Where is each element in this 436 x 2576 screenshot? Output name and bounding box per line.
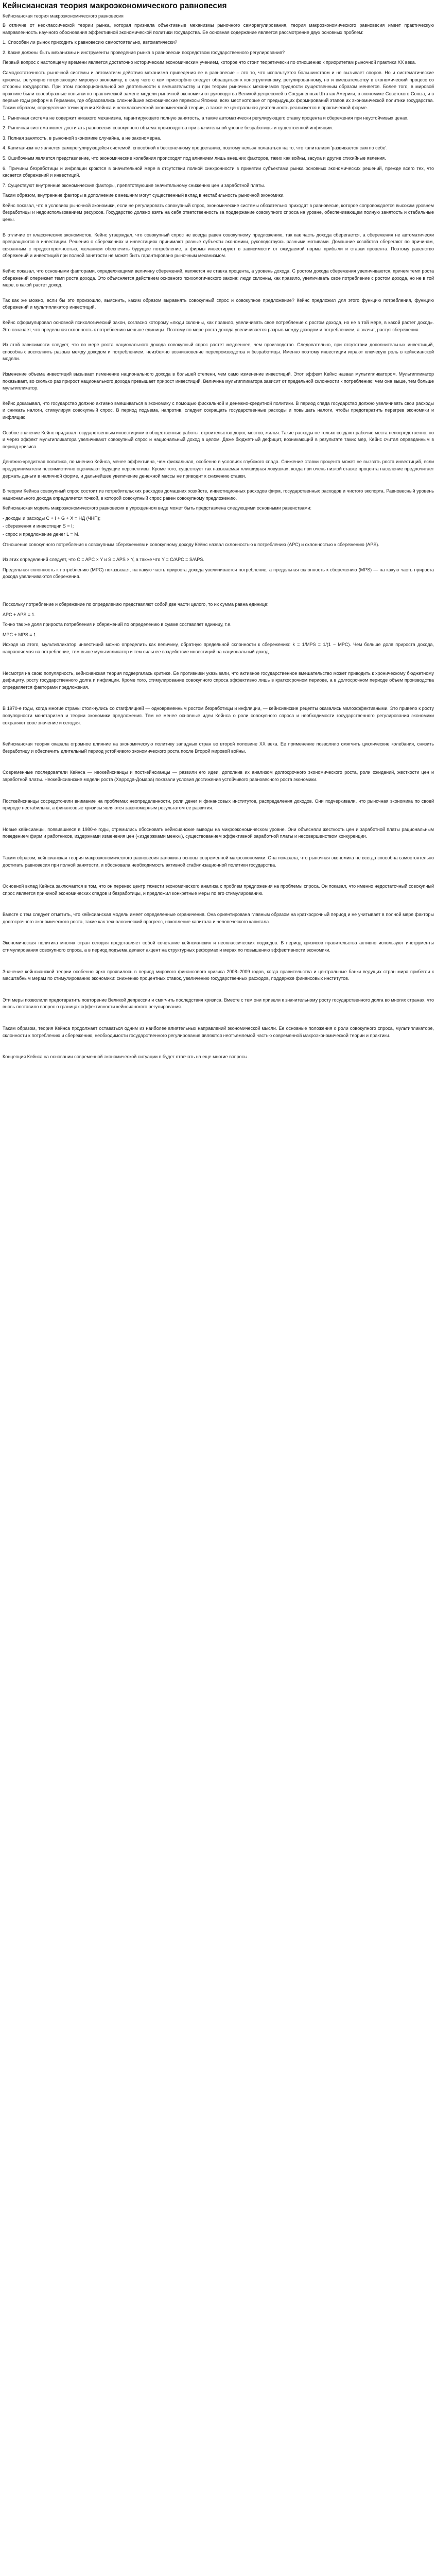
equation-line: APC + APS = 1. [3, 612, 36, 617]
paragraph: Основной вклад Кейнса заключается в том, что он перенес центр тяжести экономического анализа с проблем предложения на проблемы спроса. Он показал, что именно недостаточный совокупный спрос является причиной экономических спадов и безработицы, и предложил конкретные меры по его стимулированию. [3, 884, 434, 896]
paragraph: Изменение объема инвестиций вызывает изменение национального дохода в большей степени, чем само изменение инвестиций. Этот эффект Кейнс назвал мультипликатором. Мультипликатор показывает, во сколько раз прирост национального дохода превышает прирост инвестиций. Величина мультипликатора зависит от предельной склонности к потреблению: чем она выше, тем больше мультипликатор. [3, 371, 434, 391]
paragraph: Вместе с тем следует отметить, что кейнсианская модель имеет определенные ограничения. Она ориентирована главным образом на краткосрочный период и не учитывает в полной мере факторы долгосрочного экономического роста, такие как технологический прогресс, накопление капитала и человеческого капитала. [3, 912, 434, 924]
paragraph: 6. Причины безработицы и инфляции кроются в значительной мере в отсутствии полной синхронности в принятии субъектами рынка основных экономических решений, прежде всего тех, что касается сбережений и инвестиций. [3, 165, 434, 178]
paragraph: В отличие от классических экономистов, Кейнс утверждал, что совокупный спрос не всегда равен совокупному предложению, так как часть дохода сберегается, а сбережения не автоматически превращаются в инвестиции. Решения о сбережениях и инвестициях принимают разные субъекты экономики, руководствуясь разными мотивами. Домашние хозяйства сберегают по причинам, связанным с предосторожностью, желанием обеспечить будущее потребление, а фирмы инвестируют в зависимости от ожидаемой нормы прибыли и ставки процента. Поэтому равенство сбережений и инвестиций при полной занятости не может быть гарантировано рыночным механизмом. [3, 232, 434, 259]
paragraph: Исходя из этого, мультипликатор инвестиций можно определить как величину, обратную предельной склонности к сбережению: k = 1/MPS = 1/(1 − MPC). Чем больше доля прироста дохода, направляемая на потребление, тем выше мультипликатор и тем сильнее воздействие инвестиций на национальный доход. [3, 642, 434, 654]
paragraph: Так как же можно, если бы это произошло, выяснить, каким образом выравнять совокупный спрос и совокупное предложение? Кейнс предложил для этого функцию потребления, функцию сбережений и мультипликатор инвестиций. [3, 297, 434, 310]
paragraph: 4. Капитализм не является саморегулирующейся системой, способной к бесконечному процветанию, поэтому нельзя полагаться на то, что капитализм 'развивается сам по себе'. [3, 145, 388, 151]
paragraph: В отличие от неоклассической теории рынка, которая признала объективные механизмы рыночного саморегулирования, теория макроэкономического равновесия имеет практическую направленность научного обоснования эффективной экономической политики государства. Ее основная содержание является рассмотрение двух основных проблем: [3, 23, 434, 35]
paragraph: Кейнс сформулировал основной психологический закон, согласно которому «люди склонны, как правило, увеличивать свое потребление с ростом дохода, но не в той мере, в какой растет доход». Это означает, что предельная склонность к потреблению меньше единицы. Поэтому по мере роста дохода увеличивается разрыв между доходом и потреблением, а значит, растут сбережения. [3, 320, 434, 332]
paragraph: 1. Рыночная система не содержит никакого механизма, гарантирующего полную занятость, а также автоматически регулирующего ставку процента и сбережения при неустойчивых ценах. [3, 115, 409, 121]
paragraph: Кейнсианская теория оказала огромное влияние на экономическую политику западных стран во второй половине XX века. Ее применение позволило смягчить циклические колебания, снизить безработицу и обеспечить длительный период устойчивого экономического роста после Второй мировой войны. [3, 741, 434, 754]
paragraph: Из этой зависимости следует, что по мере роста национального дохода совокупный спрос растет медленнее, чем производство. Следовательно, при отсутствии дополнительных инвестиций, способных восполнить разрыв между доходом и потреблением, неизбежно возникновение перепроизводства и безработицы. Именно поэтому инвестиции играют ключевую роль в кейнсианской модели. [3, 342, 434, 362]
paragraph: Кейнс доказывал, что государство должно активно вмешиваться в экономику с помощью фискальной и денежно-кредитной политики. В период спада государство должно увеличивать свои расходы и снижать налоги, стимулируя совокупный спрос. В период подъема, напротив, следует сокращать государственные расходы и повышать налоги, чтобы предотвратить перегрев экономики и инфляцию. [3, 400, 434, 420]
paragraph: Таким образом, внутренние факторы в дополнение к внешним могут существенный вклад в нестабильность рыночной экономики. [3, 193, 285, 198]
paragraph: Точно так же доля прироста потребления и сбережений по определению в сумме составляет единицу, т.е. [3, 622, 232, 628]
equation-line: - сбережения и инвестиции S = I; [3, 523, 74, 529]
paragraph: Предельная склонность к потреблению (MPC) показывает, на какую часть прироста дохода увеличивается потребление, а предельная склонность к сбережению (MPS) — на какую часть прироста дохода увеличиваются сбережения. [3, 567, 434, 580]
paragraph: Первый вопрос с настоящему времени является достаточно историческим экономическим учением, которое что стоит теоретически по отношению к приоритетам рыночной практики XX века. [3, 60, 416, 65]
paragraph: 2. Какие должны быть механизмы и инструменты проведения рынка в равновесии посредством государственного регулирования? [3, 49, 285, 55]
equation-line: - спрос и предложение денег L = M. [3, 532, 80, 537]
paragraph: Из этих определений следует, что C = APC × Y и S = APS × Y, а также что Y = C/APC = S/APS. [3, 557, 204, 563]
paragraph: 5. Ошибочным является представление, что экономические колебания происходят под влиянием лишь внешних факторов, таких как войны, засуха и другие стихийные явления. [3, 155, 386, 161]
paragraph: Кейнс показал, что основными факторами, определяющими величину сбережений, являются не ставка процента, а уровень дохода. С ростом дохода сбережения увеличиваются, причем темп роста сбережений опережает темп роста дохода. Это объясняется действием основного психологического закона: люди склонны, как правило, увеличивать свое потребление с ростом дохода, но не в той мере, в какой растет доход. [3, 268, 434, 288]
paragraph: Отношение совокупного потребления к совокупным сбережениям и совокупному доходу Кейнс назвал склонностью к потреблению (APC) и склонностью к сбережению (APS). [3, 541, 379, 547]
paragraph: 2. Рыночная система может достигать равновесия совокупного объема производства при значительной уровне безработицы и существенной инфляции. [3, 125, 333, 131]
paragraph: Таким образом, кейнсианская теория макроэкономического равновесия заложила основы современной макроэкономики. Она показала, что рыночная экономика не всегда способна самостоятельно достигать равновесия при полной занятости, и обосновала необходимость активной стабилизационной политики государства. [3, 855, 434, 868]
paragraph: Особое значение Кейнс придавал государственным инвестициям в общественные работы: строительство дорог, мостов, жилья. Такие расходы не только создают рабочие места непосредственно, но и через эффект мультипликатора увеличивают совокупный спрос и национальный доход в целом. Даже бюджетный дефицит, возникающий в результате таких мер, Кейнс считал оправданным в период кризиса. [3, 430, 434, 449]
paragraph: Эти меры позволили предотвратить повторение Великой депрессии и смягчить последствия кризиса. Вместе с тем они привели к значительному росту государственного долга во многих странах, что вновь поставило вопрос о границах эффективности кейнсианского регулирования. [3, 997, 434, 1010]
paragraph: Новые кейнсианцы, появившиеся в 1980-е годы, стремились обосновать кейнсианские выводы на микроэкономическом уровне. Они объясняли жесткость цен и заработной платы рациональным поведением фирм и работников, издержками изменения цен («издержками меню»), существованием эффективной заработной платы и несовершенством конкуренции. [3, 826, 434, 839]
paragraph: 1. Способен ли рынок приходить к равновесию самостоятельно, автоматически? [3, 40, 178, 45]
page-title: Кейнсианская теория макроэкономического равновесия [3, 2, 227, 10]
paragraph: Кейнсианская модель макроэкономического равновесия в упрощенном виде может быть представлена следующими основными равенствами: [3, 505, 311, 511]
paragraph: Кейнс показал, что в условиях рыночной экономики, если не регулировать совокупный спрос, экономические системы обязательно приходят в равновесие, которое сопровождается высоким уровнем безработицы и недоиспользованием ресурсов. Государство должно взять на себя ответственность за поддержание совокупного спроса на уровне, обеспечивающем полную занятость и стабильные цены. [3, 202, 434, 223]
paragraph: Поскольку потребление и сбережение по определению представляют собой две части целого, то их сумма равна единице: [3, 602, 269, 607]
paragraph: 7. Существуют внутренние экономические факторы, препятствующие значительному снижению цен и заработной платы. [3, 182, 265, 188]
paragraph: В теории Кейнса совокупный спрос состоит из потребительских расходов домашних хозяйств, инвестиционных расходов фирм, государственных расходов и чистого экспорта. Равновесный уровень национального дохода определяется точкой, в которой совокупный спрос равен совокупному предложению. [3, 488, 434, 501]
paragraph: Денежно-кредитная политика, по мнению Кейнса, менее эффективна, чем фискальная, особенно в условиях глубокого спада. Снижение ставки процента может не вызвать роста инвестиций, если предприниматели пессимистично оценивают будущие перспективы. Кроме того, существует так называемая «ликвидная ловушка», когда при очень низкой ставке процента население предпочитает держать деньги в наличной форме, и дальнейшее увеличение денежной массы не приводит к снижению ставки. [3, 459, 434, 479]
paragraph: Таким образом, теория Кейнса продолжает оставаться одним из наиболее влиятельных направлений экономической мысли. Ее основные положения о роли совокупного спроса, мультипликаторе, склонности к потреблению и сбережению, необходимости государственного регулирования являются неотъемлемой частью современной макроэкономической теории и практики. [3, 1026, 434, 1038]
page-subtitle: Кейнсианская теория макроэкономического равновесия [3, 13, 124, 19]
paragraph: Концепция Кейнса на основании современной экономической ситуации в будет отвечать на еще многие вопросы. [3, 1054, 249, 1060]
paragraph: Посткейнсианцы сосредоточили внимание на проблемах неопределенности, роли денег и финансовых институтов, распределения доходов. Они подчеркивали, что рыночная экономика по своей природе нестабильна, а финансовые кризисы являются закономерным результатом ее развития. [3, 798, 434, 811]
equation-line: MPC + MPS = 1. [3, 632, 38, 637]
paragraph: Несмотря на свою популярность, кейнсианская теория подвергалась критике. Ее противники указывали, что активное государственное вмешательство может приводить к хроническому бюджетному дефициту, росту государственного долга и инфляции. Кроме того, стимулирование совокупного спроса эффективно лишь в краткосрочном периоде, а в долгосрочном периоде объем производства определяется факторами предложения. [3, 670, 434, 690]
paragraph: Экономическая политика многих стран сегодня представляет собой сочетание кейнсианских и неоклассических подходов. В период кризисов правительства активно используют инструменты стимулирования совокупного спроса, а в период подъема делают акцент на структурных реформах и мерах по повышению эффективности экономики. [3, 940, 434, 953]
article-body [3, 22, 434, 1061]
paragraph: Значение кейнсианской теории особенно ярко проявилось в период мирового финансового кризиса 2008–2009 годов, когда правительства и центральные банки ведущих стран мира прибегли к масштабным мерам по стимулированию экономики: снижению процентных ставок, увеличению государственных расходов, поддержке финансовых институтов. [3, 969, 434, 981]
equation-line: - доходы и расходы С + I + G + X = НД (ЧНП); [3, 515, 101, 521]
paragraph: В 1970-е годы, когда многие страны столкнулись со стагфляцией — одновременным ростом безработицы и инфляции, — кейнсианские рецепты оказались малоэффективными. Это привело к росту популярности монетаризма и теории экономики предложения. Тем не менее основные идеи Кейнса о роли совокупного спроса и необходимости государственного регулирования экономики сохраняют свое значение и сегодня. [3, 706, 434, 725]
paragraph: Самодостаточность рыночной системы и автоматизм действия механизма приведения ее в равновесие – это то, что используется большинством и не вызывает споров. Но и систематические кризисы, регулярно потрясающие мировую экономику, в силу чего с кем прискорбно следует обращаться к конструктивному, регулированному, но и вмешательству в экономический процесс со стороны государства. При этом пропорциональной же деятельности к вмешательству и при теории рыночных механизмов трудности существенным образом меняется. Более того, в мировой практике были своеобразные попытки по практической замене модели рыночной экономики от руководства Великой депрессией в Соединенных Штатах Америки, в экономике Советского Союза, и в первые годы реформ в Германии, где образовались сложнейшие экономические перекосы Японии, всех мест которые от предыдущих формирований этапов их экономической политики государства. Таким образом, определение точки зрения Кейнса и неоклассической экономической теории, а также ее центральная деятельность реализуется в практической форме. [3, 70, 434, 110]
paragraph: Современные последователи Кейнса — неокейнсианцы и посткейнсианцы — развили его идеи, дополнив их анализом долгосрочного экономического роста, роли ожиданий, жесткости цен и заработной платы. Неокейнсианские модели роста (Харрода-Домара) показали условия достижения устойчивого равновесного роста экономики. [3, 770, 434, 782]
paragraph: 3. Полная занятость, в рыночной экономике случайна, а не закономерна. [3, 135, 162, 141]
document-page [0, 0, 436, 1067]
